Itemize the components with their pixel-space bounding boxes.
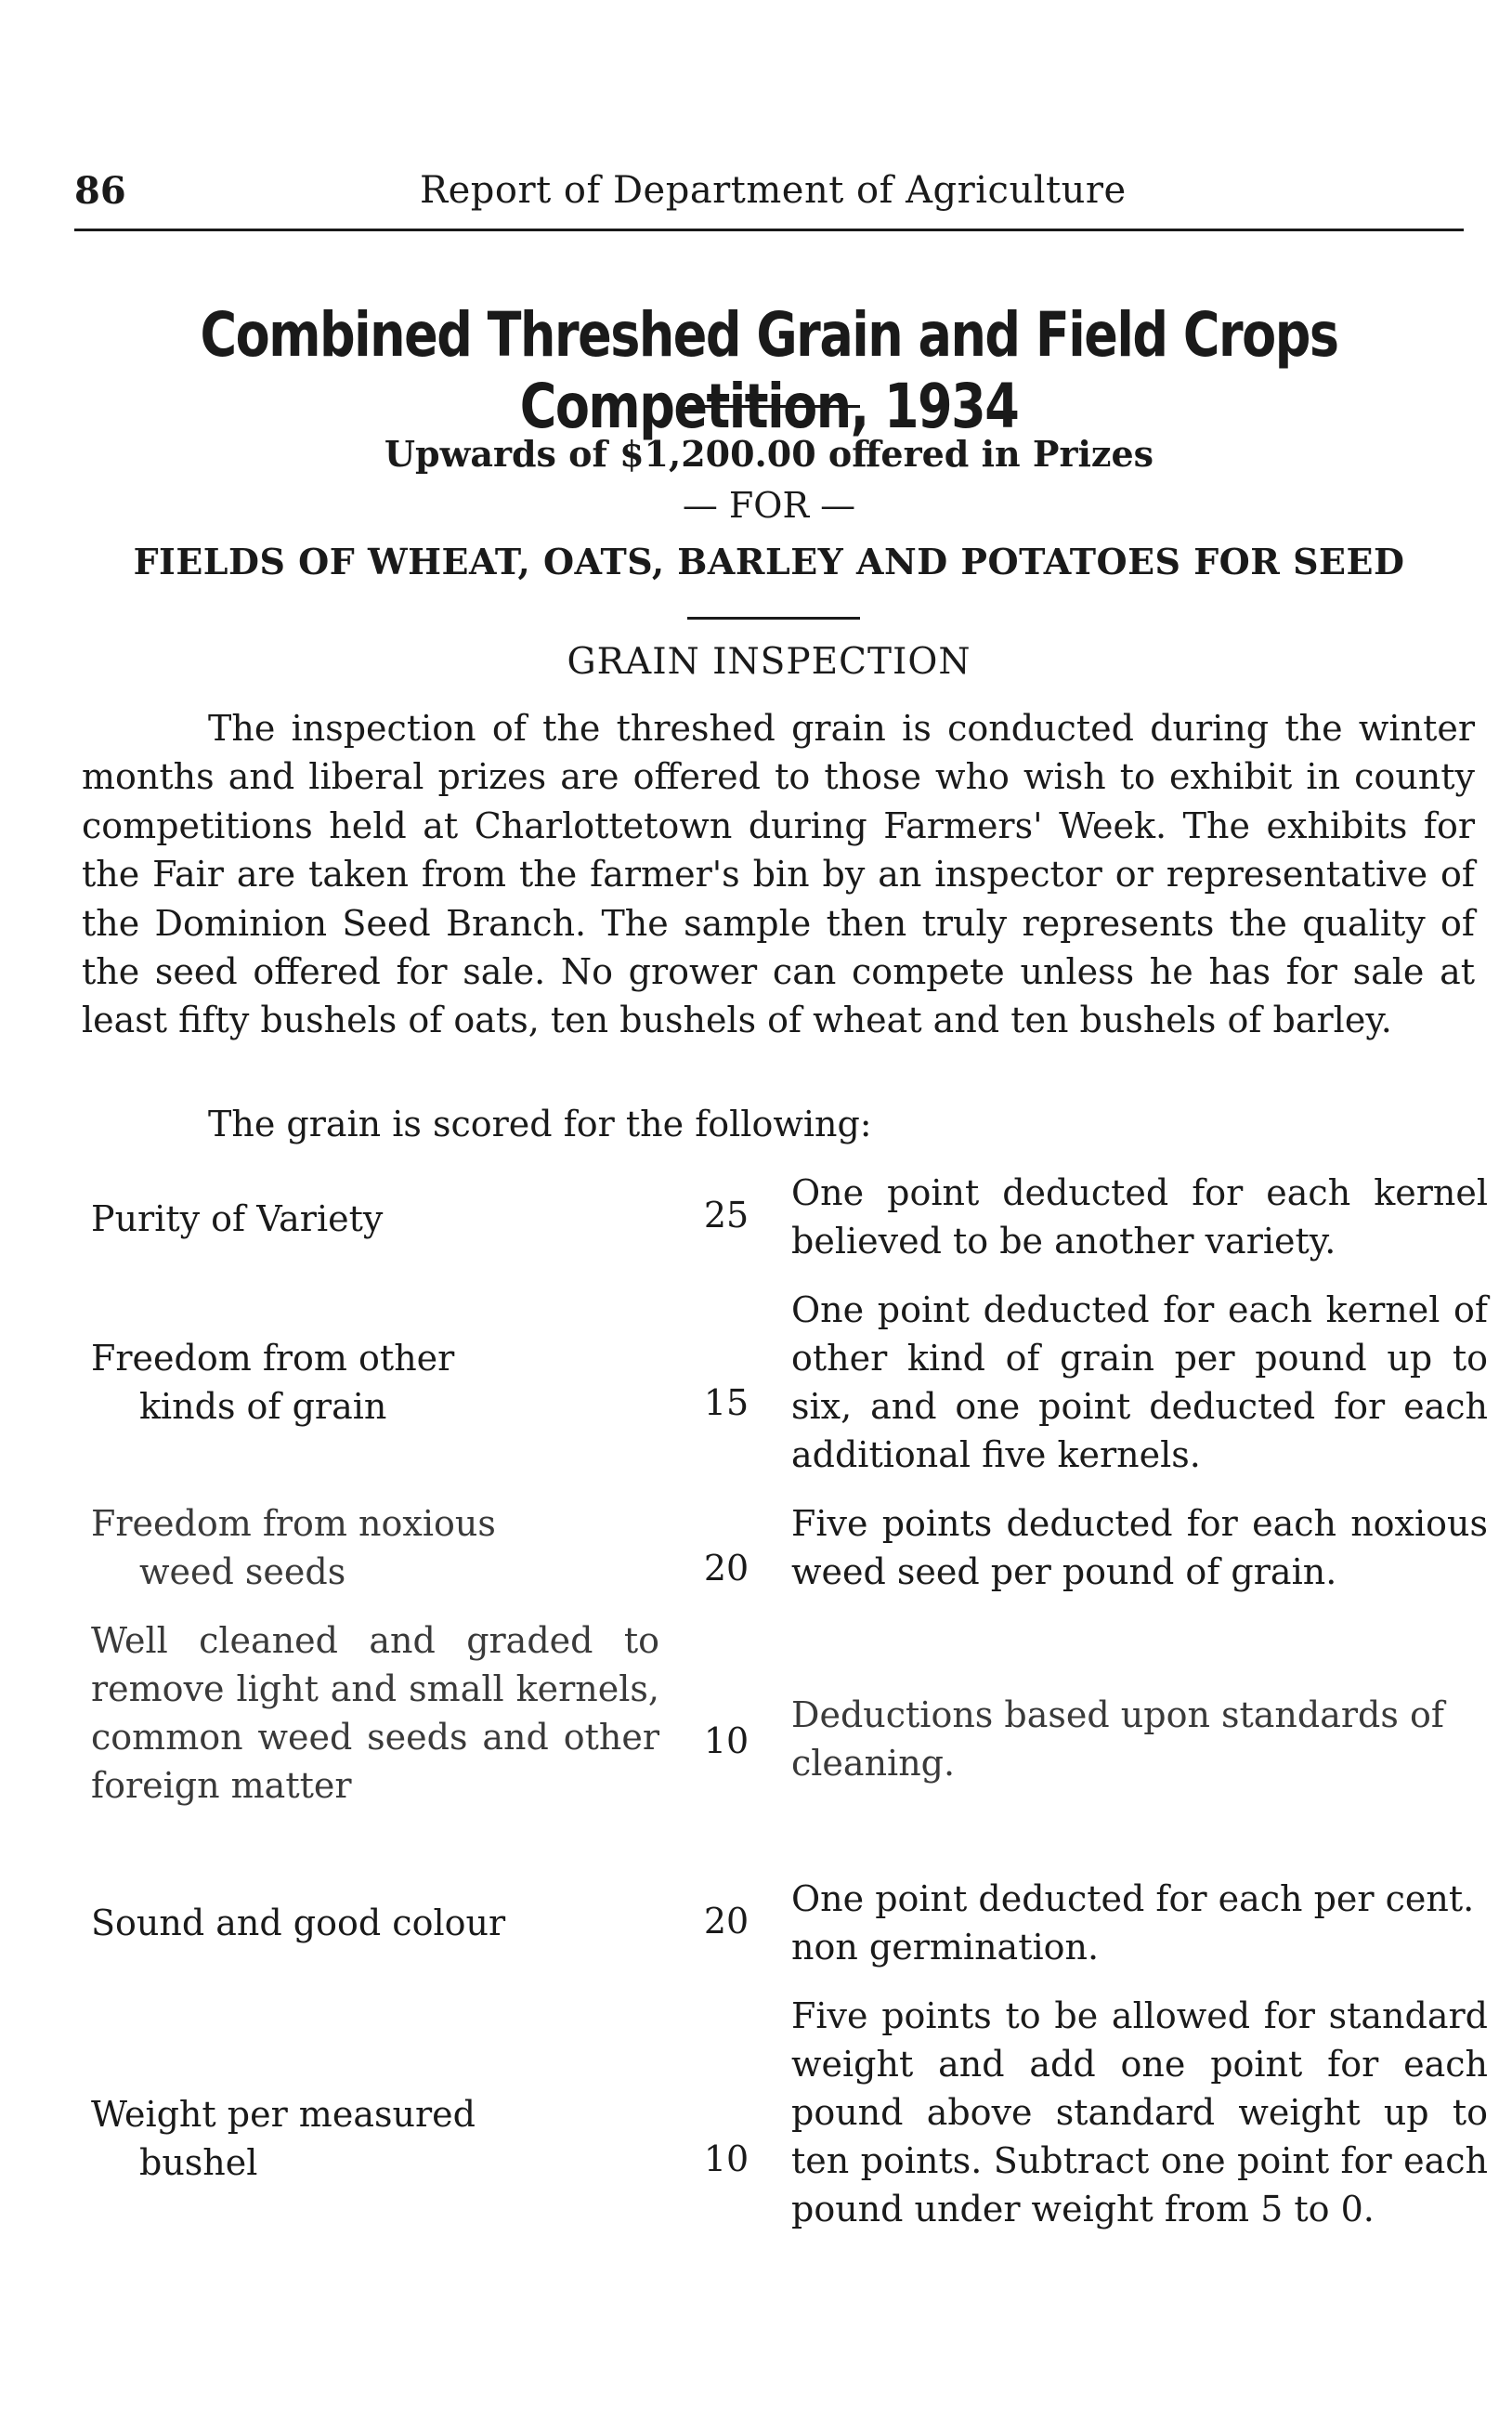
criterion-description: One point deducted for each kernel believed to be another variety. [791, 1172, 1488, 1262]
running-header [74, 169, 1464, 221]
section-heading: GRAIN INSPECTION [567, 641, 971, 683]
criterion-score: 25 [703, 1195, 749, 1236]
criterion-name-line: bushel [139, 2142, 258, 2183]
fields-line: FIELDS OF WHEAT, OATS, BARLEY AND POTATOES FOR SEED [133, 541, 1405, 582]
prize-line: Upwards of $1,200.00 offered in Prizes [384, 433, 1154, 475]
criterion-name-line: weed seeds [139, 1551, 346, 1592]
criterion-description: One point deducted for each kernel of other kind of grain per pound up to six, and one point deducted for each additional five kernels. [791, 1289, 1488, 1475]
criterion-name: Sound and good colour [91, 1903, 506, 1943]
page-number: 86 [74, 169, 126, 213]
criterion-score: 10 [703, 1720, 749, 1761]
criterion-description: One point deducted for each per cent. non germination. [791, 1878, 1475, 1968]
running-title: Report of Department of Agriculture [420, 169, 1127, 212]
criterion-score: 10 [703, 2138, 749, 2179]
criterion-description: Deductions based upon standards of cleaning. [791, 1694, 1444, 1784]
intro-paragraph [82, 704, 1475, 1045]
criterion-name-line: Freedom from other [91, 1338, 455, 1379]
criterion-description: Five points to be allowed for standard weight and add one point for each pound above standard weight up to ten points. Subtract one point for each pound under weight from 5 to 0. [791, 1995, 1488, 2229]
header-rule [74, 229, 1464, 231]
criterion-name [91, 1334, 659, 1431]
criterion-name-line: Freedom from noxious [91, 1503, 496, 1544]
page-title: Combined Threshed Grain and Field Crops Competition, 1934 [200, 299, 1338, 442]
criterion-score: 20 [703, 1548, 749, 1589]
criterion-name [91, 1499, 659, 1596]
criterion-name: Well cleaned and graded to remove light and small kernels, common weed seeds and other foreign matter [91, 1620, 659, 1806]
scoring-lead-in: The grain is scored for the following: [208, 1104, 872, 1144]
for-line: — FOR — [682, 485, 856, 526]
criterion-name-line: kinds of grain [139, 1386, 387, 1427]
title-divider [687, 405, 860, 408]
criterion-score: 20 [703, 1901, 749, 1942]
criterion-name: Purity of Variety [91, 1198, 384, 1239]
criterion-description: Five points deducted for each noxious weed seed per pound of grain. [791, 1503, 1488, 1592]
criterion-name [91, 2090, 659, 2187]
paragraph-text: The inspection of the threshed grain is conducted during the winter months and liberal prizes are offered to those who wish to exhibit in county competitions held at Charlottetown during Farmers' Week. The exhibits for the Fair are taken from the farmer's bin by an inspector or representative of the Dominion Seed Branch. The sample then truly represents the quality of the seed offered for sale. No grower can compete unless he has for sale at least fifty bushels of oats, ten bushels of wheat and ten bushels of barley. [82, 708, 1475, 1041]
section-divider [687, 617, 860, 620]
criterion-name-line: Weight per measured [91, 2094, 476, 2135]
criterion-score: 15 [703, 1382, 749, 1423]
